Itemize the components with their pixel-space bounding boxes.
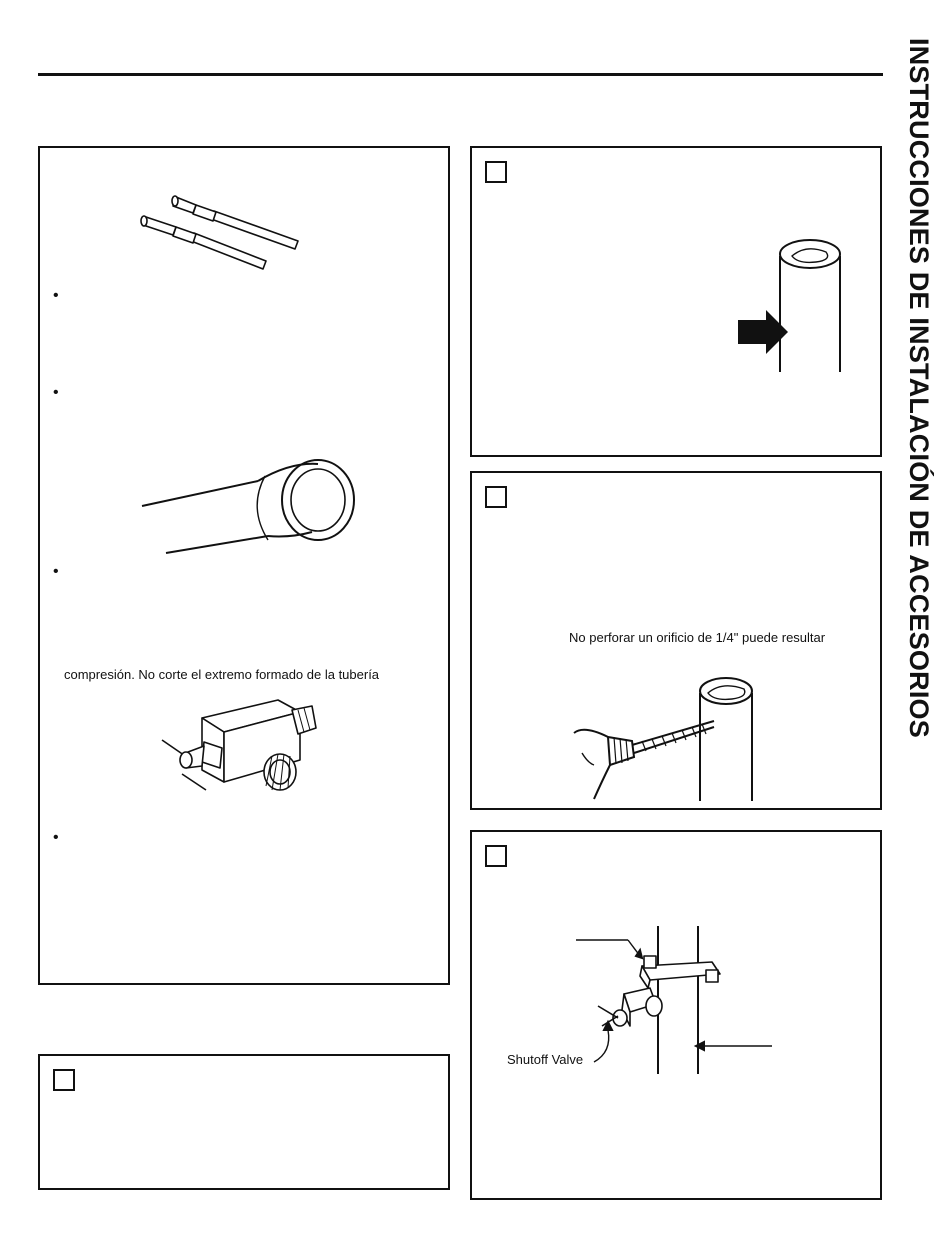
pipe-location-icon <box>736 234 856 374</box>
side-title: INSTRUCCIONES DE INSTALACIÓN DE ACCESORIOS <box>904 38 934 738</box>
bullet-2: • <box>53 384 59 401</box>
tubing-end-icon <box>140 448 360 558</box>
step-checkbox[interactable] <box>485 845 507 867</box>
bullet-1: • <box>53 287 59 304</box>
compression-fitting-icon <box>160 698 340 808</box>
bullet-4: • <box>53 829 59 846</box>
right-panel-2 <box>470 471 882 810</box>
drill-pipe-icon <box>572 673 772 803</box>
drill-warning: No perforar un orificio de 1/4" puede resultar <box>569 630 826 645</box>
header-rule <box>38 73 883 76</box>
left-step-panel <box>38 1054 450 1190</box>
left-panel <box>38 146 450 985</box>
step-checkbox[interactable] <box>485 161 507 183</box>
right-panel-3 <box>470 830 882 1200</box>
left-caption: compresión. No corte el extremo formado de la tubería <box>64 667 380 682</box>
bullet-3: • <box>53 563 59 580</box>
shutoff-valve-label: Shutoff Valve <box>507 1052 584 1067</box>
right-panel-1 <box>470 146 882 457</box>
step-checkbox[interactable] <box>53 1069 75 1091</box>
shutoff-valve-icon <box>572 922 782 1082</box>
tubing-icon <box>136 191 306 271</box>
step-checkbox[interactable] <box>485 486 507 508</box>
